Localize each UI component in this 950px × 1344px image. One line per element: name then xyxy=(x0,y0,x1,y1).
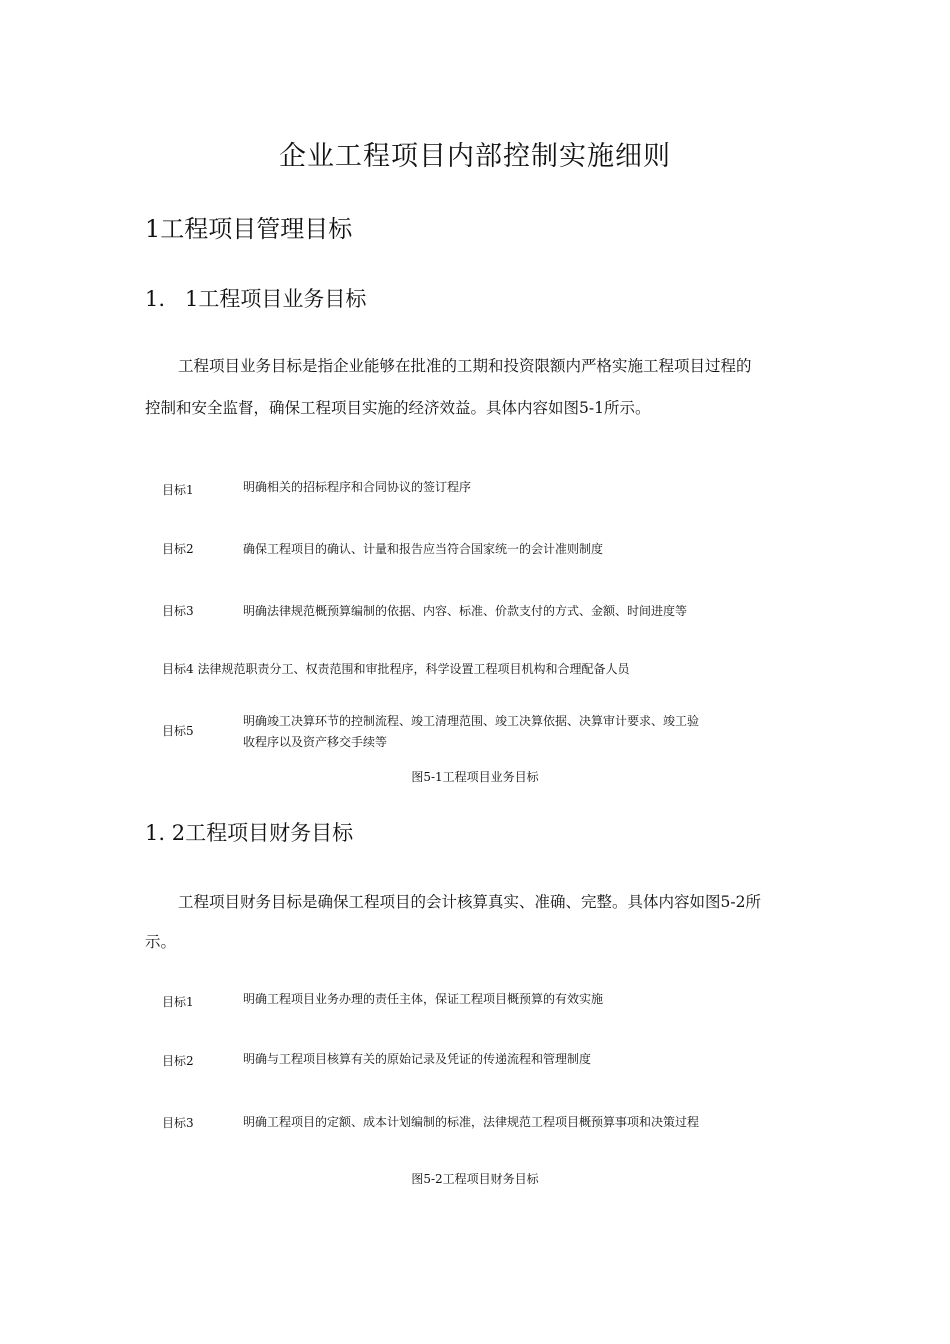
fig1-goal-label: 目标3 xyxy=(162,604,194,618)
fig2-goal-label: 目标3 xyxy=(162,1116,194,1130)
fig1-goal-desc: 明确相关的招标程序和合同协议的签订程序 xyxy=(243,480,472,494)
fig1-goal-label: 目标1 xyxy=(162,483,194,497)
section-1-2-paragraph-line1: 工程项目财务目标是确保工程项目的会计核算真实、准确、完整。具体内容如图5-2所 xyxy=(178,893,761,911)
fig1-goal-desc-multiline xyxy=(243,711,699,753)
fig2-goal-label: 目标2 xyxy=(162,1054,194,1068)
section-1-1-paragraph-line2: 控制和安全监督，确保工程项目实施的经济效益。具体内容如图5-1所示。 xyxy=(145,399,651,417)
section-1-heading: 1工程项目管理目标 xyxy=(145,215,353,243)
figure-5-1-caption: 图5-1工程项目业务目标 xyxy=(411,770,539,784)
figure-5-2-caption: 图5-2工程项目财务目标 xyxy=(411,1172,539,1186)
fig1-goal-desc-line: 明确竣工决算环节的控制流程、竣工清理范围、竣工决算依据、决算审计要求、竣工验 xyxy=(243,714,700,728)
fig1-goal-row-inline xyxy=(162,660,629,677)
section-1-2-heading: 1. 2工程项目财务目标 xyxy=(145,821,354,845)
document-title: 企业工程项目内部控制实施细则 xyxy=(279,141,671,172)
fig1-goal-label: 目标4 xyxy=(162,662,194,676)
fig1-goal-desc: 明确法律规范概预算编制的依据、内容、标准、价款支付的方式、金额、时间进度等 xyxy=(243,604,688,618)
section-1-1-heading: 1. 1工程项目业务目标 xyxy=(145,287,367,311)
section-1-2-paragraph-line2: 示。 xyxy=(145,933,177,951)
section-1-1-paragraph-line1: 工程项目业务目标是指企业能够在批准的工期和投资限额内严格实施工程项目过程的 xyxy=(178,357,752,375)
fig1-goal-label: 目标5 xyxy=(162,724,194,738)
fig2-goal-desc: 明确工程项目业务办理的责任主体，保证工程项目概预算的有效实施 xyxy=(243,992,604,1006)
fig1-goal-desc-line: 收程序以及资产移交手续等 xyxy=(243,735,388,749)
fig1-goal-desc: 法律规范职责分工、权责范围和审批程序，科学设置工程项目机构和合理配备人员 xyxy=(197,662,630,676)
fig2-goal-desc: 明确工程项目的定额、成本计划编制的标准，法律规范工程项目概预算事项和决策过程 xyxy=(243,1115,700,1129)
fig1-goal-desc: 确保工程项目的确认、计量和报告应当符合国家统一的会计准则制度 xyxy=(243,542,604,556)
fig2-goal-desc: 明确与工程项目核算有关的原始记录及凭证的传递流程和管理制度 xyxy=(243,1052,592,1066)
fig2-goal-label: 目标1 xyxy=(162,995,194,1009)
fig1-goal-label: 目标2 xyxy=(162,542,194,556)
